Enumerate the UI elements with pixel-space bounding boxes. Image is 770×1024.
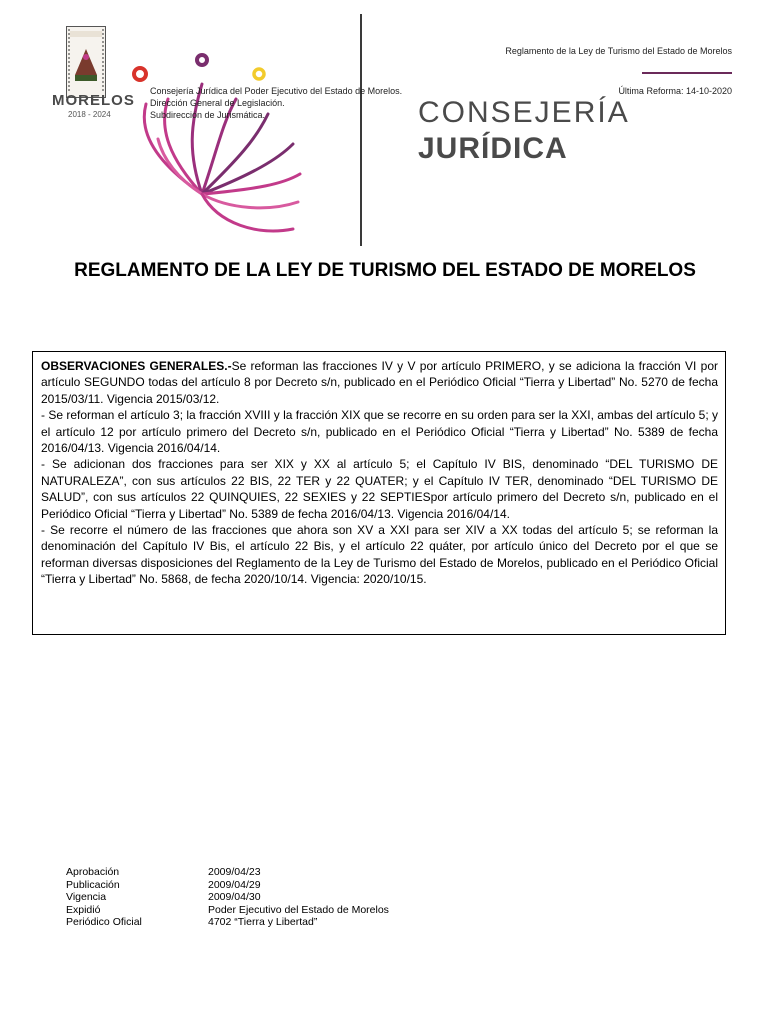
office-lines [150, 85, 402, 121]
metadata-value: 4702 “Tierra y Libertad” [208, 916, 318, 929]
metadata-row [66, 879, 389, 892]
header-accent-rule [642, 72, 732, 74]
metadata-label: Vigencia [66, 891, 107, 904]
metadata-value: Poder Ejecutivo del Estado de Morelos [208, 903, 389, 916]
lotus-logo-icon [118, 44, 348, 244]
morelos-years: 2018 - 2024 [68, 110, 111, 119]
observations-text [41, 358, 718, 588]
header-divider [360, 14, 362, 246]
page-title: REGLAMENTO DE LA LEY DE TURISMO DEL ESTADO DE MORELOS [74, 260, 696, 281]
brand-juridica: JURÍDICA [418, 132, 568, 165]
office-line: Dirección General de Legislación. [150, 98, 285, 108]
brand-consejeria: CONSEJERÍA [418, 96, 630, 129]
observations-heading: OBSERVACIONES GENERALES.- [41, 359, 232, 373]
observation-paragraph: - Se recorre el número de las fracciones que ahora son XV a XXI para ser XIV a XX todas del artículo 5; se reforman la denominación del Capítulo IV Bis, el artículo 22 Bis, y el artículo 22 quáter, por artículo único del Decreto por el que se reforman diversas disposiciones del Reglamento de la Ley de Turismo del Estado de Morelos, publicado en el Periódico Oficial “Tierra y Libertad” No. 5868, de fecha 2020/10/14. Vigencia: 2020/10/15. [41, 523, 718, 587]
last-reform-date: Última Reforma: 14-10-2020 [618, 86, 732, 96]
observation-paragraph: - Se reforman el artículo 3; la fracción XVIII y la fracción XIX que se recorre en su orden para ser la XXI, ambas del artículo 5; y el artículo 12 por artículo primero del Decreto s/n, publicado en el Periódico Oficial “Tierra y Libertad” No. 5389 de fecha 2016/04/13. Vigencia 2016/04/14. [41, 408, 718, 456]
state-emblem-icon [66, 26, 106, 98]
document-metadata [66, 866, 389, 929]
metadata-label: Aprobación [66, 866, 120, 878]
metadata-label: Expidió [66, 903, 101, 916]
header-document-title: Reglamento de la Ley de Turismo del Estado de Morelos [505, 46, 732, 56]
metadata-label: Publicación [66, 878, 120, 891]
office-line: Consejería Jurídica del Poder Ejecutivo del Estado de Morelos. [150, 86, 403, 96]
metadata-label: Periódico Oficial [66, 916, 142, 929]
metadata-row [66, 891, 389, 904]
observation-paragraph: - Se adicionan dos fracciones para ser XIX y XX al artículo 5; el Capítulo IV BIS, denominado “DEL TURISMO DE NATURALEZA”, con sus artículos 22 BIS, 22 TER y 22 QUATER; y el Capítulo IV TER, denominado “DEL TURISMO DE SALUD”, con sus artículos 22 QUINQUIES, 22 SEXIES y 22 SEPTIESpor artículo primero del Decreto s/n, publicado en el Periódico Oficial “Tierra y Libertad” No. 5389 de fecha 2016/04/13. Vigencia 2016/04/14. [41, 457, 718, 521]
morelos-wordmark: MORELOS [52, 92, 135, 109]
metadata-row [66, 866, 389, 879]
metadata-value: 2009/04/29 [208, 878, 261, 891]
morelos-state-logo [52, 20, 135, 119]
observation-paragraph: OBSERVACIONES GENERALES.-Se reforman las fracciones IV y V por artículo PRIMERO, y se adiciona la fracción VI por artículo SEGUNDO todas del artículo 8 por Decreto s/n, publicado en el Periódico Oficial “Tierra y Libertad” No. 5270 de fecha 2015/03/11. Vigencia 2015/03/12. [41, 359, 718, 406]
office-line: Subdirección de Jurismática. [150, 110, 266, 120]
metadata-value: 2009/04/23 [208, 866, 261, 878]
metadata-row [66, 904, 389, 917]
observations-box [32, 351, 726, 635]
metadata-row [66, 916, 389, 929]
metadata-value: 2009/04/30 [208, 891, 261, 904]
